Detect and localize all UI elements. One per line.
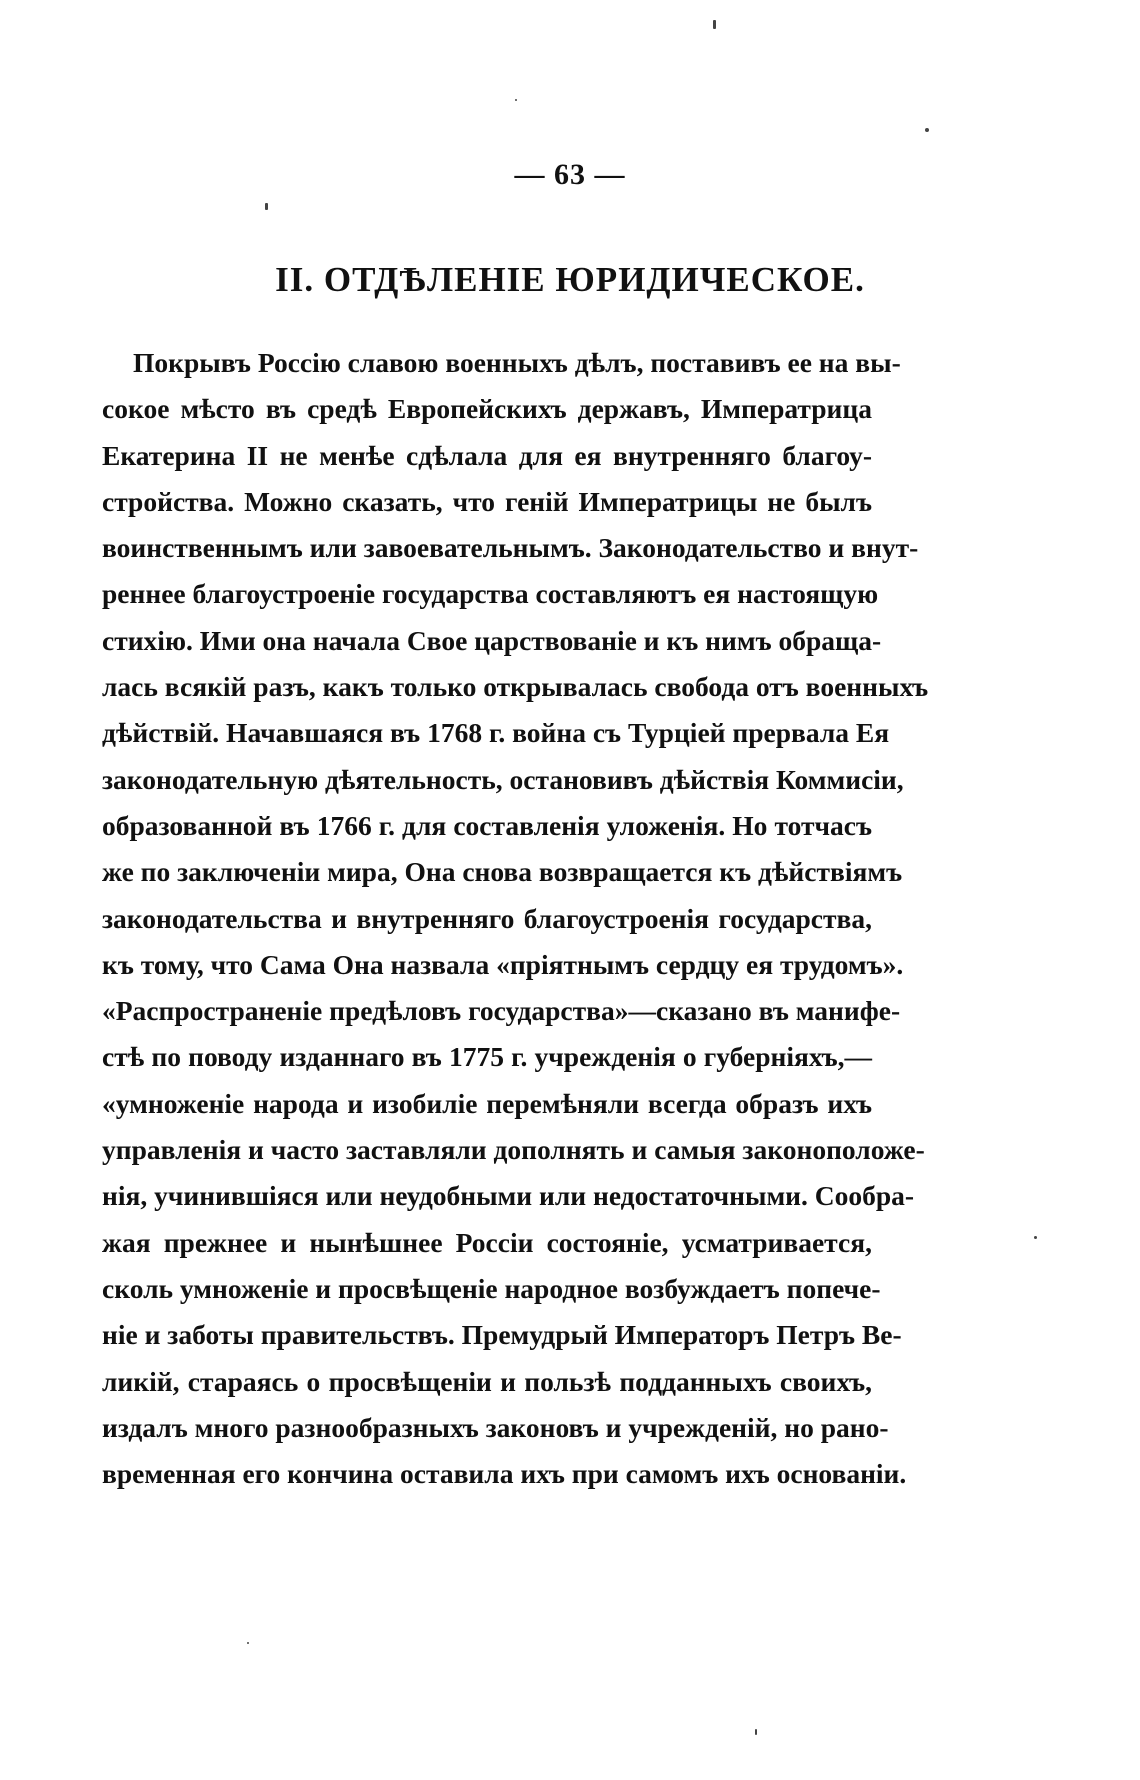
text-line: Покрывъ Россію славою военныхъ дѣлъ, поставивъ ее на вы- (133, 347, 901, 378)
text-line: образованной въ 1766 г. для составленія уложенія. Но тотчасъ (102, 809, 872, 841)
text-line: «Распространеніе предѣловъ государства»—сказано въ манифе- (102, 995, 901, 1027)
text-line: законодательства и внутренняго благоустроенія государства, (102, 902, 872, 934)
scan-speck (755, 1729, 757, 1735)
text-line: же по заключеніи мира, Она снова возвращается къ дѣйствіямъ (102, 856, 903, 888)
text-line: жая прежнее и нынѣшнее Россіи состояніе, усматривается, (102, 1226, 872, 1258)
text-line: лась всякій разъ, какъ только открывалась свобода отъ военныхъ (102, 671, 929, 703)
page-number: — 63 — (514, 158, 626, 191)
text-line: временная его кончина оставила ихъ при самомъ ихъ основаніи. (102, 1458, 907, 1490)
text-line: ликій, стараясь о просвѣщеніи и пользѣ подданныхъ своихъ, (102, 1365, 872, 1397)
scan-speck (515, 99, 517, 101)
scan-speck (247, 1642, 249, 1644)
text-line: къ тому, что Сама Она назвала «пріятнымъ сердцу ея трудомъ». (102, 948, 904, 980)
text-line: стройства. Можно сказать, что геній Императрицы не былъ (102, 485, 872, 517)
text-line: воинственнымъ или завоевательнымъ. Законодательство и внут- (102, 532, 919, 564)
text-line: нія, учинившіяся или неудобными или недостаточными. Сообра- (102, 1180, 915, 1212)
text-line: сокое мѣсто въ средѣ Европейскихъ державъ, Императрица (102, 393, 872, 425)
text-line: ніе и заботы правительствъ. Премудрый Императоръ Петръ Ве- (102, 1319, 902, 1351)
section-title: II. ОТДѢЛЕНІЕ ЮРИДИЧЕСКОЕ. (275, 260, 865, 299)
text-line: законодательную дѣятельность, остановивъ дѣйствія Коммисіи, (102, 763, 904, 795)
text-line: Екатерина II не менѣе сдѣлала для ея внутренняго благоу- (102, 439, 872, 471)
text-line: сколь умноженіе и просвѣщеніе народное возбуждаетъ попече- (102, 1272, 881, 1304)
text-line: дѣйствій. Начавшаяся въ 1768 г. война съ Турціей прервала Ея (102, 717, 890, 749)
scan-speck (713, 20, 716, 29)
scan-speck (265, 203, 268, 210)
scan-speck (925, 128, 929, 132)
scan-speck (1034, 1236, 1037, 1239)
text-line: управленія и часто заставляли дополнять и самыя законоположе- (102, 1134, 925, 1166)
text-line: издалъ много разнообразныхъ законовъ и учрежденій, но рано- (102, 1411, 889, 1443)
text-line: «умноженіе народа и изобиліе перемѣняли всегда образъ ихъ (102, 1087, 872, 1119)
text-line: стѣ по поводу изданнаго въ 1775 г. учрежденія о губерніяхъ,— (102, 1041, 872, 1073)
text-line: реннее благоустроеніе государства составляютъ ея настоящую (102, 578, 879, 610)
text-line: стихію. Ими она начала Свое царствованіе и къ нимъ обраща- (102, 624, 882, 656)
body-text (102, 340, 929, 1497)
